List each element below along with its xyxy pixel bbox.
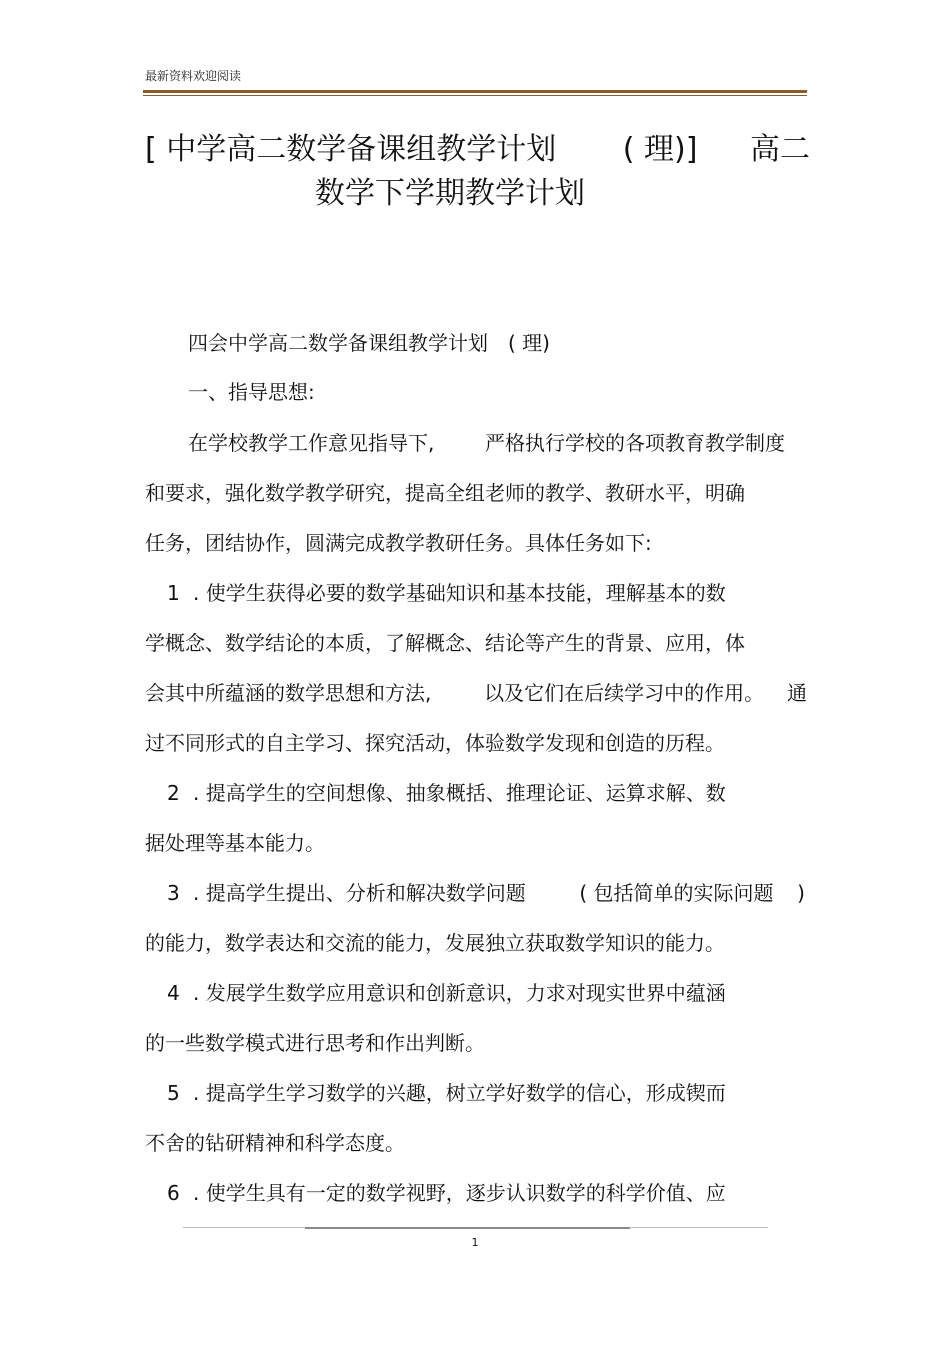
title-part: 高二 — [750, 132, 810, 167]
list-number: 4 — [167, 981, 180, 1005]
text-span: 会其中所蕴涵的数学思想和方法, — [145, 681, 432, 705]
list-number: 1 — [167, 581, 180, 605]
list-text: . 发展学生数学应用意识和创新意识，力求对现实世界中蕴涵 — [193, 981, 726, 1005]
list-text: ( 包括简单的实际问题 — [579, 881, 774, 905]
list-item-first-line — [145, 580, 726, 606]
text-span: 在学校教学工作意见指导下, — [188, 431, 435, 455]
section-heading: 一、指导思想: — [188, 380, 315, 404]
text-span: 严格执行学校的各项教育教学制度 — [485, 431, 785, 455]
list-text: . 使学生获得必要的数学基础知识和基本技能，理解基本的数 — [193, 581, 726, 605]
list-number: 6 — [167, 1181, 180, 1205]
paragraph-line: 据处理等基本能力。 — [145, 831, 325, 855]
page-number: 1 — [471, 1236, 479, 1249]
title-part: [ 中学高二数学备课组教学计划 — [145, 132, 557, 167]
paragraph-line: 的一些数学模式进行思考和作出判断。 — [145, 1031, 485, 1055]
text-span: 通 — [786, 681, 807, 705]
subtitle: 四会中学高二数学备课组教学计划 ( 理) — [188, 331, 550, 355]
paragraph-line — [188, 430, 785, 456]
paragraph-line: 过不同形式的自主学习、探究活动，体验数学发现和创造的历程。 — [145, 731, 725, 755]
list-number: 3 — [167, 881, 180, 905]
list-item-first-line — [145, 1180, 726, 1206]
header-rule-thin — [143, 95, 807, 96]
title-part: ( 理)] — [622, 132, 698, 167]
list-item-first-line — [145, 1080, 726, 1106]
list-item-first-line — [145, 780, 726, 806]
list-number: 5 — [167, 1081, 180, 1105]
footer-rule-accent — [305, 1227, 630, 1229]
document-title — [145, 128, 810, 216]
title-line-2: 数学下学期教学计划 — [315, 176, 585, 211]
paragraph-line: 的能力，数学表达和交流的能力，发展独立获取数学知识的能力。 — [145, 931, 725, 955]
list-item-first-line — [145, 880, 805, 906]
list-item-first-line — [145, 980, 726, 1006]
header-rule-thick — [143, 90, 807, 93]
list-text: ) — [797, 881, 805, 905]
list-text: . 提高学生的空间想像、抽象概括、推理论证、运算求解、数 — [193, 781, 726, 805]
paragraph-line — [145, 680, 807, 706]
list-text: . 提高学生提出、分析和解决数学问题 — [193, 881, 526, 905]
paragraph-line: 和要求，强化数学教学研究，提高全组老师的教学、教研水平，明确 — [145, 481, 745, 505]
list-text: . 提高学生学习数学的兴趣，树立学好数学的信心，形成锲而 — [193, 1081, 726, 1105]
list-number: 2 — [167, 781, 180, 805]
paragraph-line: 学概念、数学结论的本质，了解概念、结论等产生的背景、应用，体 — [145, 631, 745, 655]
header-text: 最新资料欢迎阅读 — [145, 69, 242, 83]
list-text: . 使学生具有一定的数学视野，逐步认识数学的科学价值、应 — [193, 1181, 726, 1205]
title-line-1 — [145, 128, 810, 172]
paragraph-line: 任务，团结协作，圆满完成教学教研任务。具体任务如下: — [145, 531, 652, 555]
text-span: 以及它们在后续学习中的作用。 — [484, 681, 765, 705]
paragraph-line: 不舍的钻研精神和科学态度。 — [145, 1131, 405, 1155]
